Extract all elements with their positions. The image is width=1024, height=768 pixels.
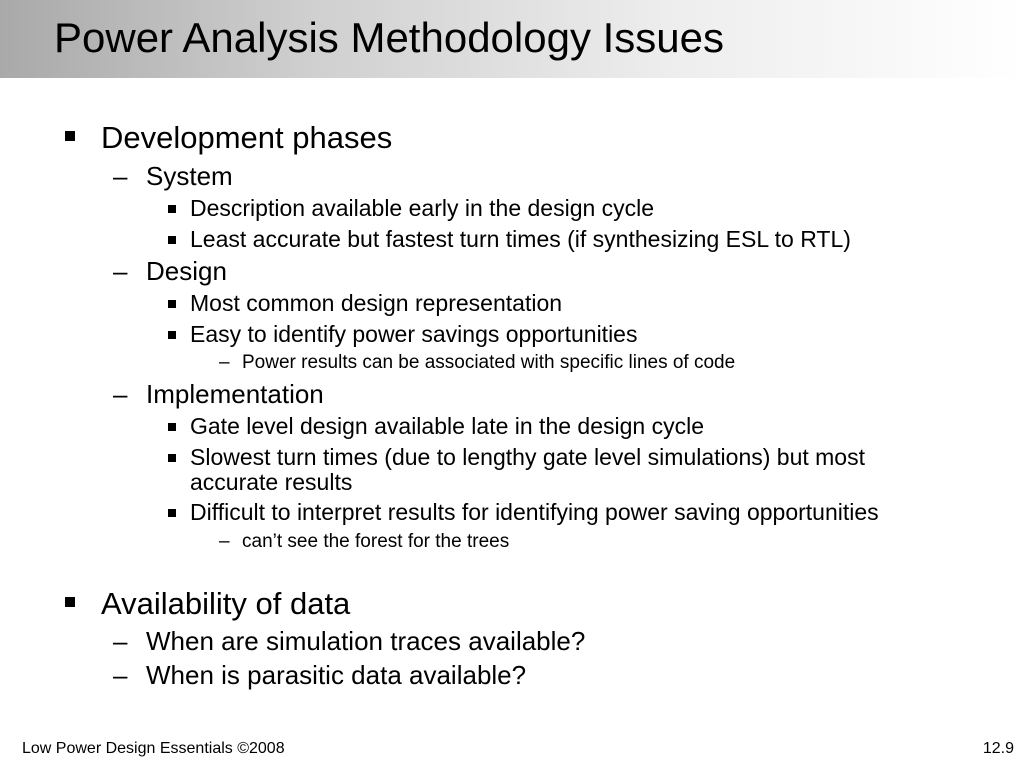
subbullet-implementation: Implementation [146,379,324,409]
dash-icon: – [219,531,230,552]
dash-icon: – [219,352,230,373]
square-bullet-icon [168,454,176,462]
item-impl-gate-level: Gate level design available late in the design cycle [190,413,704,439]
bullet-availability: Availability of data [101,586,351,621]
slide-number: 12.9 [982,740,1014,757]
square-bullet-icon [168,331,176,339]
square-bullet-icon [168,509,176,517]
footer-copyright: Low Power Design Essentials ©2008 [22,740,285,757]
bullet-development-phases: Development phases [101,120,393,155]
item-system-description: Description available early in the design cycle [190,195,655,221]
subbullet-system: System [146,161,233,191]
dash-icon: – [113,626,128,656]
subbullet-parasitic: When is parasitic data available? [146,660,527,690]
dash-icon: – [113,256,128,286]
item-design-representation: Most common design representation [190,290,563,316]
square-bullet-icon [168,205,176,213]
square-bullet-icon [168,423,176,431]
item-system-accuracy: Least accurate but fastest turn times (if synthesizing ESL to RTL) [190,226,851,252]
square-bullet-icon [65,131,75,141]
square-bullet-icon [65,597,75,607]
item-impl-forest: can’t see the forest for the trees [242,531,510,552]
item-design-code-lines: Power results can be associated with specific lines of code [242,352,736,373]
dash-icon: – [113,161,128,191]
subbullet-design: Design [146,256,227,286]
dash-icon: – [113,660,128,690]
square-bullet-icon [168,300,176,308]
item-design-savings: Easy to identify power savings opportunities [190,321,638,347]
subbullet-sim-traces: When are simulation traces available? [146,626,586,656]
item-impl-difficult: Difficult to interpret results for identifying power saving opportunities [190,499,879,525]
item-impl-slowest: Slowest turn times (due to lengthy gate level simulations) but most [190,444,865,470]
dash-icon: – [113,379,128,409]
square-bullet-icon [168,236,176,244]
item-impl-slowest-cont: accurate results [190,469,353,495]
slide-title: Power Analysis Methodology Issues [54,14,725,61]
